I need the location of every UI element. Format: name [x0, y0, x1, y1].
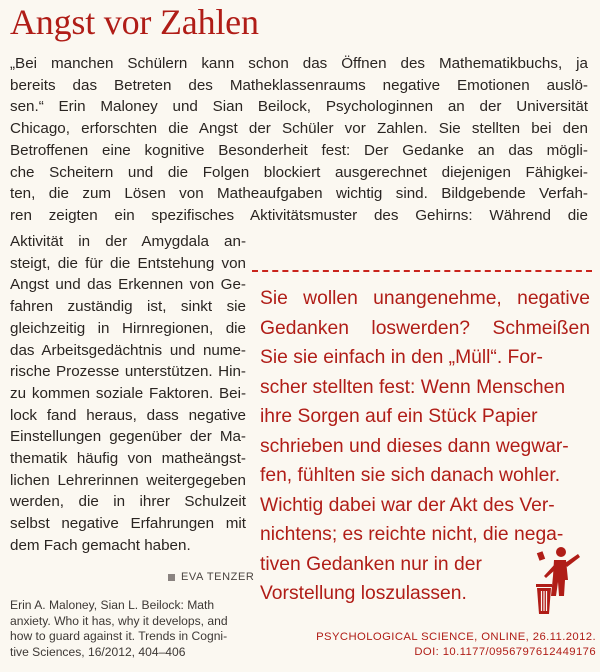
column-line: Angst und das Erkennen von Ge- [10, 276, 246, 294]
article-left-column [10, 231, 246, 557]
sidebar-line: nichtens; es reichte nicht, die nega- [260, 524, 564, 545]
column-line: gleichzeitig in Hirnregionen, die [10, 319, 246, 337]
column-line: selbst negative Erfahrungen mit [10, 515, 246, 533]
column-line: lichen Lehrerinnen weitergegeben [10, 471, 246, 489]
column-line: Einstellungen gegenüber der Ma- [10, 428, 246, 446]
sidebar-line: Sie sie einfach in den „Müll“. For- [260, 347, 543, 368]
sidebar-line: Wichtig dabei war der Akt des Ver- [260, 494, 555, 516]
column-line: rische Prozesse unterstützen. Hin- [10, 363, 246, 381]
sidebar-line: Vorstellung loszulassen. [260, 583, 467, 604]
source-line: DOI: 10.1177/0956797612449176 [414, 646, 596, 658]
reference-line: Erin A. Maloney, Sian L. Beilock: Math [10, 598, 215, 612]
source-line: PSYCHOLOGICAL SCIENCE, ONLINE, 26.11.2012. [316, 631, 596, 643]
reference-line: tive Sciences, 16/2012, 404–406 [10, 644, 186, 659]
column-line: Aktivität in der Amygdala an- [10, 233, 246, 250]
sidebar-line: schrieben und dieses dann wegwar- [260, 435, 569, 457]
column-line: thematik häufig von matheängst- [10, 450, 246, 468]
column-line: steigt, die für die Entstehung von [10, 254, 246, 272]
column-line: fahren zuständig ist, sinkt sie [10, 298, 246, 316]
article-title: Angst vor Zahlen [10, 2, 259, 42]
sidebar-line: fen, fühlten sie sich danach wohler. [260, 465, 561, 486]
author-byline [168, 571, 254, 583]
column-line: das Arbeitsgedächtnis und nume- [10, 341, 246, 359]
author-name: EVA TENZER [181, 571, 255, 583]
lead-line: che Scheitern und die Folgen blockiert ausgerechnet diejenigen Fähigkei- [10, 163, 588, 181]
column-line: zu kommen soziale Faktoren. Bei- [10, 384, 246, 402]
lead-line: Betroffenen eine kognitive Besonderheit fest: Der Gedanke an das mögli- [10, 141, 588, 159]
sidebar-line: scher stellten fest: Wenn Menschen [260, 376, 566, 398]
column-line: werden, die in ihrer Schulzeit [10, 493, 246, 511]
sidebar-line: ihre Sorgen auf ein Stück Papier [260, 406, 538, 427]
lead-line: ren zeigten ein spezifisches Aktivitätsmuster des Gehirns: Während die [10, 206, 588, 224]
sidebar-line: Gedanken loswerden? Schmeißen [260, 317, 590, 339]
lead-line: sen.“ Erin Maloney und Sian Beilock, Psychologinnen an der Universität [10, 98, 588, 116]
column-line: dem Fach gemacht haben. [10, 536, 191, 554]
column-line: lock fand heraus, dass negative [10, 406, 246, 424]
lead-line: bereits das Betreten des Matheklassenraums negative Emotionen auslö- [10, 76, 588, 94]
square-bullet-icon [168, 574, 175, 581]
lead-line: „Bei manchen Schülern kann schon das Öffnen des Mathematikbuchs, ja [10, 55, 588, 72]
reference-line: anxiety. Who it has, why it develops, and [10, 613, 228, 628]
lead-line: Chicago, erforschten die Angst der Schüler vor Zahlen. Sie stellten bei den [10, 120, 588, 138]
article-lead-paragraph [10, 53, 588, 227]
reference-citation [10, 598, 260, 660]
sidebar-source [300, 630, 596, 660]
sidebar-line: Sie wollen unangenehme, negative [260, 288, 590, 309]
reference-line: how to guard against it. Trends in Cogni- [10, 629, 228, 644]
trash-disposal-icon [534, 546, 584, 616]
sidebar-line: tiven Gedanken nur in der [260, 553, 482, 575]
lead-line: ten, die zum Lösen von Matheaufgaben wichtig sind. Bildgebende Verfah- [10, 185, 588, 203]
